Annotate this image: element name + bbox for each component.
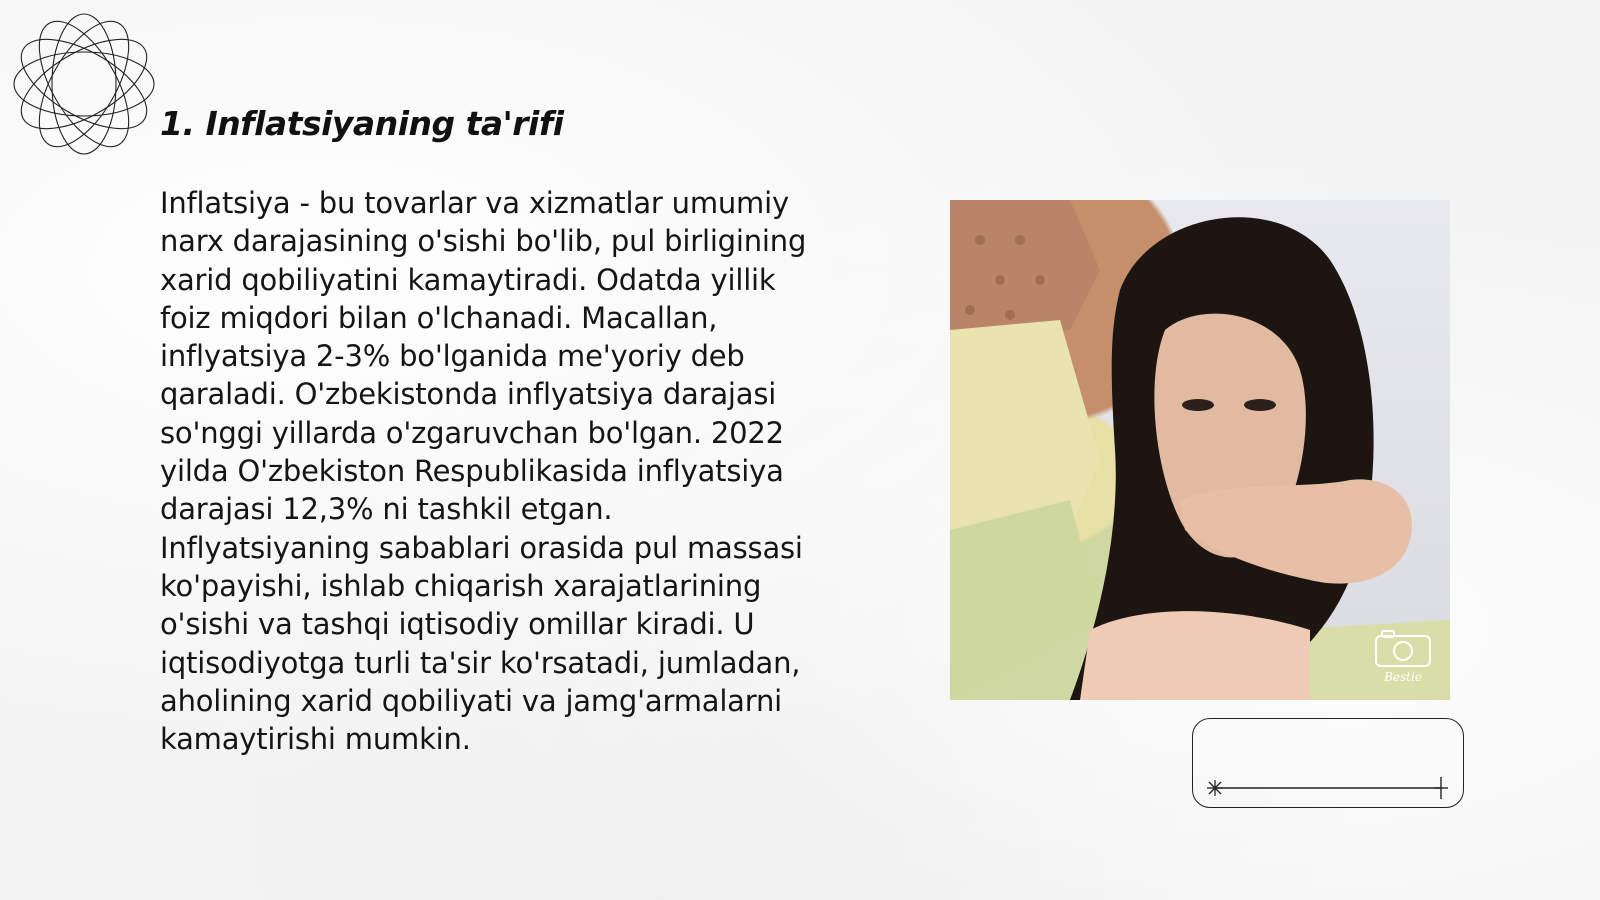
paragraph-line: foiz miqdori bilan o'lchanadi. Macallan, [160, 300, 718, 335]
decorative-frame [1192, 718, 1464, 808]
paragraph-line: Inflyatsiyaning sabablari orasida pul massasi [160, 530, 803, 565]
paragraph-line: yilda O'zbekiston Respublikasida inflyatsiya [160, 454, 784, 489]
paragraph-line: qaraladi. O'zbekistonda inflyatsiya darajasi [160, 377, 777, 412]
paragraph-line: darajasi 12,3% ni tashkil etgan. [160, 492, 613, 527]
plus-star-icon [1434, 777, 1448, 799]
sparkle-icon [1207, 780, 1223, 796]
paragraph-line: xarid qobiliyatini kamaytiradi. Odatda yillik [160, 262, 776, 297]
decorative-line [1193, 719, 1465, 809]
paragraph-line: aholining xarid qobiliyati va jamg'armalarni [160, 683, 782, 718]
paragraph-line: kamaytirishi mumkin. [160, 722, 471, 757]
paragraph-line: narx darajasining o'sishi bo'lib, pul birligining [160, 224, 807, 259]
paragraph-line: ko'payishi, ishlab chiqarish xarajatlarining [160, 568, 762, 603]
watermark-text: Bestie [1384, 670, 1422, 684]
camera-icon [1368, 626, 1438, 686]
portrait-photo [950, 200, 1450, 700]
portrait-illustration [950, 200, 1450, 700]
paragraph-line: so'nggi yillarda o'zgaruvchan bo'lgan. 2022 [160, 415, 784, 450]
paragraph-line: iqtisodiyotga turli ta'sir ko'rsatadi, jumladan, [160, 645, 801, 680]
paragraph-line: o'sishi va tashqi iqtisodiy omillar kiradi. U [160, 607, 755, 642]
slide-title: 1. Inflatsiyaning ta'rifi [160, 104, 564, 143]
body-paragraph [160, 184, 850, 758]
circular-rosette-icon [10, 10, 158, 158]
paragraph-line: inflyatsiya 2-3% bo'lganida me'yoriy deb [160, 339, 745, 374]
paragraph-line: Inflatsiya - bu tovarlar va xizmatlar umumiy [160, 186, 789, 220]
